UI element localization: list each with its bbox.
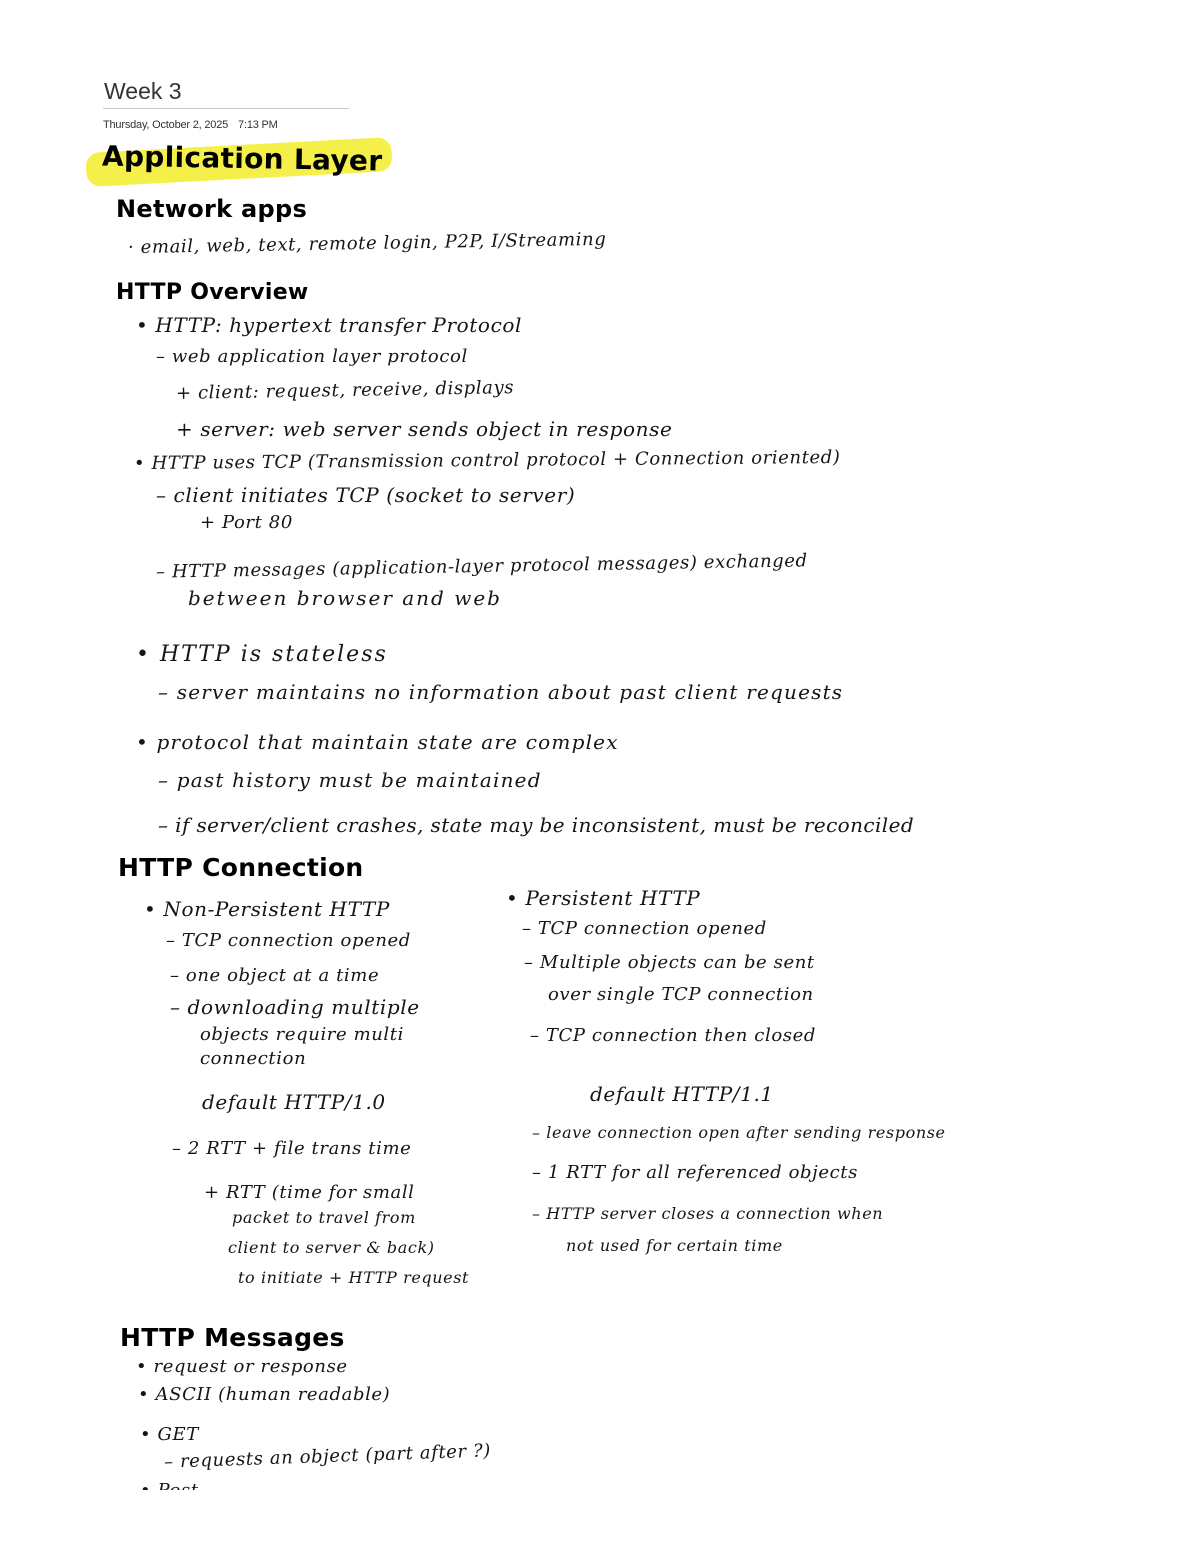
http-overview-heading: HTTP Overview bbox=[116, 280, 309, 305]
persistent-line-2: – TCP connection opened bbox=[522, 918, 767, 939]
page-time: 7:13 PM bbox=[238, 119, 278, 131]
persistent-line-8: – 1 RTT for all referenced objects bbox=[532, 1162, 858, 1183]
persistent-line-5: – TCP connection then closed bbox=[530, 1025, 816, 1046]
non-persistent-line-9: + RTT (time for small bbox=[204, 1182, 415, 1203]
persistent-line-9: – HTTP server closes a connection when bbox=[532, 1204, 884, 1223]
http-messages-heading: HTTP Messages bbox=[120, 1323, 345, 1352]
page-cutoff bbox=[0, 1490, 1200, 1553]
overview-line-2: – web application layer protocol bbox=[156, 346, 468, 367]
non-persistent-line-11: client to server & back) bbox=[228, 1238, 435, 1257]
persistent-line-7: – leave connection open after sending response bbox=[532, 1123, 946, 1142]
overview-line-6: – client initiates TCP (socket to server) bbox=[156, 483, 576, 507]
persistent-default: default HTTP/1.1 bbox=[590, 1082, 774, 1106]
overview-line-1: • HTTP: hypertext transfer Protocol bbox=[136, 313, 523, 337]
page-title: Week 3 bbox=[104, 78, 182, 104]
overview-line-13: – past history must be maintained bbox=[158, 768, 542, 792]
overview-line-11: – server maintains no information about past client requests bbox=[158, 680, 844, 704]
non-persistent-line-8: – 2 RTT + file trans time bbox=[172, 1138, 412, 1159]
messages-line-1: • request or response bbox=[136, 1356, 348, 1377]
overview-line-5: • HTTP uses TCP (Transmission control protocol + Connection oriented) bbox=[133, 446, 841, 475]
overview-line-14: – if server/client crashes, state may be inconsistent, must be reconciled bbox=[158, 813, 915, 837]
non-persistent-line-12: to initiate + HTTP request bbox=[238, 1268, 470, 1287]
overview-line-7: + Port 80 bbox=[200, 512, 293, 533]
non-persistent-default: default HTTP/1.0 bbox=[202, 1090, 386, 1114]
messages-line-3: • GET bbox=[140, 1424, 199, 1445]
overview-line-4: + server: web server sends object in response bbox=[176, 417, 673, 441]
overview-line-3: + client: request, receive, displays bbox=[175, 377, 515, 404]
non-persistent-line-6: connection bbox=[200, 1048, 307, 1069]
persistent-line-4: over single TCP connection bbox=[548, 984, 814, 1005]
network-apps-line: · email, web, text, remote login, P2P, I/Streaming bbox=[127, 228, 607, 259]
overview-line-9: between browser and web bbox=[188, 586, 502, 610]
main-heading: Application Layer bbox=[101, 139, 383, 178]
title-divider bbox=[103, 108, 349, 109]
page-timestamp bbox=[103, 119, 278, 131]
messages-line-2: • ASCII (human readable) bbox=[138, 1384, 391, 1405]
persistent-line-10: not used for certain time bbox=[566, 1236, 783, 1255]
non-persistent-line-10: packet to travel from bbox=[232, 1208, 416, 1227]
persistent-line-1: • Persistent HTTP bbox=[506, 886, 701, 910]
http-connection-heading: HTTP Connection bbox=[118, 853, 364, 882]
network-apps-heading: Network apps bbox=[116, 195, 308, 223]
non-persistent-line-5: objects require multi bbox=[200, 1024, 404, 1045]
overview-line-10: • HTTP is stateless bbox=[136, 642, 388, 667]
overview-line-12: • protocol that maintain state are complex bbox=[136, 730, 619, 754]
non-persistent-line-1: • Non-Persistent HTTP bbox=[144, 897, 390, 921]
non-persistent-line-4: – downloading multiple bbox=[170, 995, 420, 1019]
persistent-line-3: – Multiple objects can be sent bbox=[524, 952, 815, 973]
non-persistent-line-3: – one object at a time bbox=[170, 965, 380, 986]
overview-line-8: – HTTP messages (application-layer protocol messages) exchanged bbox=[155, 550, 808, 583]
non-persistent-line-2: – TCP connection opened bbox=[166, 930, 411, 951]
messages-line-4: – requests an object (part after ?) bbox=[163, 1440, 492, 1473]
page-date: Thursday, October 2, 2025 bbox=[103, 119, 229, 131]
